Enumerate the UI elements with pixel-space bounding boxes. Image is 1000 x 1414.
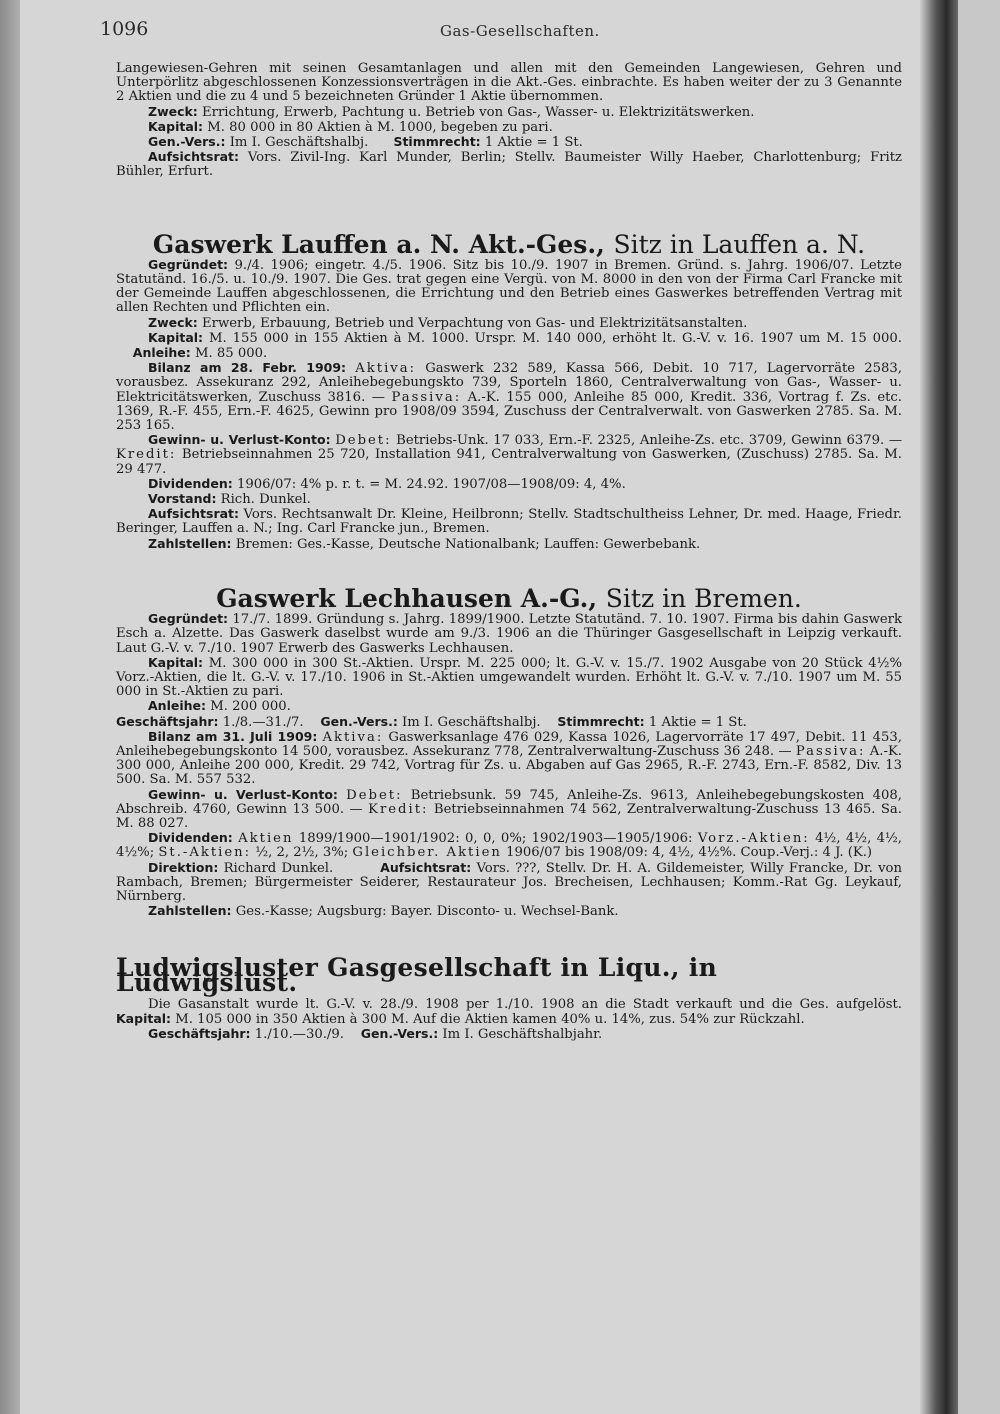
direktion-label: Direktion: — [148, 859, 219, 875]
stimmrecht-text: 1 Aktie = 1 St. — [648, 714, 747, 730]
passiva-label: Passiva: — [795, 743, 866, 759]
aufsichtsrat-label: Aufsichtsrat: — [380, 859, 472, 875]
aktiva-text: Gaswerksanlage 476 029, Kassa 1026, Lagervorräte 17 497, Debit. 11 453, Anleihebegebungskonto 14 500, vorausbez. Assekuranz 778, Zentralverwaltung-Zuschuss 36 248. — — [116, 729, 902, 759]
vorz-text: 4½, 4½, 4½, 4½%; — [116, 831, 903, 861]
bilanz-label: Bilanz am 31. Juli 1909: — [148, 728, 318, 744]
guv-label: Gewinn- u. Verlust-Konto: — [148, 786, 338, 802]
page-number: 1096 — [100, 18, 149, 40]
kapital-text: M. 300 000 in 300 St.-Aktien. Urspr. M. 225 000; lt. G.-V. v. 15./7. 1902 Ausgabe von 20 Stück 4½% Vorz.-Aktien, die lt. G.-V. v. 17./10. 1906 in St.-Aktien umgewandelt wurden. Erhöht lt. G.-V. v. 7./10. 1907 um M. 55 000 in St.-Aktien zu pari. — [116, 655, 902, 700]
aufsichtsrat — [116, 507, 902, 536]
vorstand-label: Vorstand: — [148, 491, 217, 507]
aufsichtsrat-label: Aufsichtsrat: — [148, 149, 240, 165]
vorz-label: Vorz.-Aktien: — [697, 831, 810, 847]
bilanz — [116, 730, 902, 788]
bilanz — [116, 361, 902, 433]
direktion-text: Richard Dunkel. — [223, 860, 334, 876]
kapital-text: M. 105 000 in 350 Aktien à 300 M. Auf die Aktien kamen 40% u. 14%, zus. 54% zur Rückzahl. — [175, 1011, 805, 1027]
intro-zweck — [116, 105, 902, 120]
aufsichtsrat-label: Aufsichtsrat: — [148, 506, 240, 522]
debet-text: Betriebs-Unk. 17 033, Ern.-F. 2325, Anleihe-Zs. etc. 3709, Gewinn 6379. — — [396, 433, 903, 449]
aufsichtsrat-text: Vors. Zivil-Ing. Karl Munder, Berlin; Stellv. Baumeister Willy Haeber, Charlottenburg; Fritz Bühler, Erfurt. — [116, 150, 902, 180]
company-name: Gaswerk Lauffen a. N. Akt.-Ges., — [152, 229, 605, 259]
zahlstellen — [116, 904, 902, 919]
passiva-text: A.-K. 300 000, Anleihe 200 000, Kredit. 29 742, Vortrag für Zs. u. Abgaben auf Gas 2965, R.-F. 2743, Ern.-F. 8582, Div. 13 500. Sa. M. 557 532. — [116, 743, 902, 788]
genvers-label: Gen.-Vers.: — [320, 713, 398, 729]
dividenden-label: Dividenden: — [148, 475, 233, 491]
vorstand-text: Rich. Dunkel. — [220, 492, 311, 508]
gegruendet — [116, 258, 902, 316]
zahlstellen-text: Bremen: Ges.-Kasse, Deutsche Nationalbank; Lauffen: Gewerbebank. — [235, 536, 701, 552]
zweck-text: Errichtung, Erwerb, Pachtung u. Betrieb von Gas-, Wasser- u. Elektrizitätswerken. — [202, 104, 755, 120]
entry-title — [116, 229, 902, 259]
aufsichtsrat-text: Vors. ???, Stellv. Dr. H. A. Gildemeister, Willy Francke, Dr. von Rambach, Bremen; Bürgermeister Seiderer, Restaurateur Jos. Brecheisen, Lechhausen; Komm.-Rat Gg. Leykauf, Nürnberg. — [116, 860, 902, 904]
debet-label: Debet: — [335, 433, 392, 449]
entry-gaswerk-lechhausen — [116, 583, 903, 920]
st-text: ½, 2, 2½, 3%; — [255, 845, 349, 861]
kredit-label: Kredit: — [116, 447, 177, 463]
dividenden — [116, 477, 902, 492]
kapital-text: M. 80 000 in 80 Aktien à M. 1000, begeben zu pari. — [207, 119, 553, 135]
stimmrecht-text: 1 Aktie = 1 St. — [484, 135, 583, 151]
stimmrecht-label: Stimmrecht: — [557, 713, 645, 729]
intro-continuation — [116, 62, 902, 180]
book-gutter — [920, 0, 958, 1414]
kredit-label: Kredit: — [368, 801, 429, 817]
aktiva-label: Aktiva: — [355, 361, 417, 377]
zahlstellen-label: Zahlstellen: — [148, 903, 232, 919]
zahlstellen-label: Zahlstellen: — [148, 535, 232, 551]
zweck-label: Zweck: — [148, 314, 198, 330]
anleihe-label: Anleihe: — [148, 698, 206, 714]
gegruendet — [116, 612, 902, 656]
dividenden-text: 1899/1900—1901/1902: 0, 0, 0%; 1902/1903—1905/1906: — [298, 831, 693, 847]
gleich-text: 1906/07 bis 1908/09: 4, 4½, 4½%. Coup.-Verj.: 4 J. (K.) — [506, 845, 873, 861]
entry-title — [116, 583, 902, 613]
page-header — [100, 18, 900, 44]
div-aktien-label: Aktien — [238, 831, 294, 847]
gegruendet-label: Gegründet: — [148, 256, 229, 272]
vorstand — [116, 492, 902, 507]
left-page-edge — [0, 0, 20, 1414]
passiva-label: Passiva: — [391, 389, 462, 405]
geschaeftsjahr — [116, 715, 902, 730]
intro-genvers — [116, 135, 902, 150]
company-seat: Sitz in Bremen. — [605, 583, 802, 613]
geschaeftsjahr — [116, 1027, 902, 1042]
kapital-label: Kapital: — [148, 654, 204, 670]
kapital-label: Kapital: — [148, 329, 204, 345]
genvers-text: Im I. Geschäftshalbjahr. — [442, 1027, 603, 1043]
entry-ludwigsluster — [116, 953, 902, 1043]
passiva-text: A.-K. 155 000, Anleihe 85 000, Kredit. 336, Vortrag f. Zs. etc. 1369, R.-F. 455, Ern.-F. 4625, Gewinn pro 1908/09 3594, Zuschuss der Centralverwalt. von Gaswerken 2785. Sa. M. 253 165. — [116, 389, 902, 434]
genvers-text: Im I. Geschäftshalbj. — [229, 135, 369, 151]
guv-label: Gewinn- u. Verlust-Konto: — [148, 432, 331, 448]
anleihe-label: Anleihe: — [132, 345, 191, 361]
gj-label: Geschäftsjahr: — [148, 1026, 251, 1042]
company-seat: Sitz in Lauffen a. N. — [613, 229, 866, 259]
gj-text: 1./8.—31./7. — [222, 714, 304, 730]
aktiva-text: Gaswerk 232 589, Kassa 566, Debit. 10 717, Lagervorräte 2583, vorausbez. Assekuranz 292, Anleihebegebungskto 739, Sporteln 1860, Centralverwaltung von Gas-, Wasser- u. Elektricitätswerken, Zuschuss 3816. — — [116, 361, 902, 405]
running-title: Gas-Gesellschaften. — [440, 22, 600, 40]
paragraph-text: Die Gasanstalt wurde lt. G.-V. v. 28./9. 1908 per 1./10. 1908 an die Stadt verkauft und die Ges. aufgelöst. — [148, 996, 902, 1012]
debet-text: Betriebsunk. 59 745, Anleihe-Zs. 9613, Anleihebegebungskosten 408, Abschreib. 4760, Gewinn 13 500. — — [116, 787, 902, 817]
page-content — [116, 62, 902, 1042]
gegruendet-text: 17./7. 1899. Gründung s. Jahrg. 1899/1900. Letzte Statutänd. 7. 10. 1907. Firma bis dahin Gaswerk Esch a. Alzette. Das Gaswerk daselbst wurde am 9./3. 1906 an die Thüringer Gasgesellschaft in Leipzig verkauft. Laut G.-V. v. 7./10. 1907 Erwerb des Gaswerks Lechhausen. — [116, 612, 902, 656]
debet-label: Debet: — [346, 787, 403, 803]
guv — [116, 788, 902, 832]
anleihe — [116, 699, 902, 714]
intro-aufsichtsrat — [116, 150, 902, 179]
genvers-label: Gen.-Vers.: — [148, 134, 226, 150]
stimmrecht-label: Stimmrecht: — [393, 134, 481, 150]
adjacent-page-edge — [958, 0, 1000, 1414]
anleihe-text: M. 85 000. — [194, 346, 268, 362]
gj-text: 1./10.—30./9. — [254, 1027, 344, 1043]
gj-label: Geschäftsjahr: — [116, 713, 219, 729]
kapital-label: Kapital: — [116, 1010, 172, 1026]
anleihe-text: M. 200 000. — [210, 699, 291, 715]
dividenden-label: Dividenden: — [148, 830, 233, 846]
gleich-label: Gleichber. Aktien — [352, 845, 502, 861]
kredit-text: Betriebseinnahmen 25 720, Installation 941, Centralverwaltung von Gaswerken, (Zuschuss) 2785. Sa. M. 29 477. — [116, 447, 902, 477]
kapital — [116, 331, 902, 361]
gegruendet-text: 9./4. 1906; eingetr. 4./5. 1906. Sitz bis 10./9. 1907 in Bremen. Gründ. s. Jahrg. 1906/07. Letzte Statutänd. 16./5. u. 10./9. 1907. Die Ges. trat gegen eine Vergü. von M. 8000 in den von der Firma Carl Francke mit der Gemeinde Lauffen abgeschlossenen, die Errichtung und den Betrieb eines Gaswerkes betreffenden Vertrag mit allen Rechten und Pflichten ein. — [116, 257, 902, 316]
entry-title: Ludwigsluster Gasgesellschaft in Liqu., in Ludwigslust. — [116, 953, 718, 997]
intro-paragraph: Langewiesen-Gehren mit seinen Gesamtanlagen und allen mit den Gemeinden Langewiesen, Gehren und Unterpörlitz abgeschlossenen Konzessionsverträgen in die Akt.-Ges. einbrachte. Es haben weiter der zu 3 Genannte 2 Aktien und die zu 4 und 5 bezeichneten Gründer 1 Aktie übernommen. — [116, 61, 902, 105]
kapital-label: Kapital: — [148, 118, 204, 134]
aktiva-label: Aktiva: — [322, 729, 384, 745]
genvers-text: Im I. Geschäftshalbj. — [402, 714, 541, 730]
kapital — [116, 656, 902, 700]
dividenden — [116, 831, 902, 860]
zweck-text: Erwerb, Erbauung, Betrieb und Verpachtung von Gas- und Elektrizitätsanstalten. — [202, 315, 748, 331]
zweck — [116, 316, 902, 331]
intro-kapital — [116, 120, 902, 135]
direktion — [116, 861, 902, 905]
dividenden-text: 1906/07: 4% p. r. t. = M. 24.92. 1907/08—1908/09: 4, 4%. — [236, 476, 626, 492]
zahlstellen-text: Ges.-Kasse; Augsburg: Bayer. Disconto- u. Wechsel-Bank. — [235, 904, 619, 920]
zahlstellen — [116, 537, 902, 552]
zweck-label: Zweck: — [148, 103, 198, 119]
aufsichtsrat-text: Vors. Rechtsanwalt Dr. Kleine, Heilbronn; Stellv. Stadtschultheiss Lehner, Dr. med. Haage, Friedr. Beringer, Lauffen a. N.; Ing. Carl Francke jun., Bremen. — [116, 507, 902, 537]
entry-gaswerk-lauffen — [116, 229, 903, 552]
kredit-text: Betriebseinnahmen 74 562, Zentralverwaltung-Zuschuss 13 465. Sa. M. 88 027. — [116, 801, 902, 831]
ludwigslust-paragraph — [116, 998, 902, 1027]
company-name: Gaswerk Lechhausen A.-G., — [216, 583, 598, 613]
bilanz-label: Bilanz am 28. Febr. 1909: — [148, 360, 347, 376]
guv — [116, 433, 902, 477]
kapital-text: M. 155 000 in 155 Aktien à M. 1000. Urspr. M. 140 000, erhöht lt. G.-V. v. 16. 1907 um M. 15 000. — [208, 330, 902, 346]
gegruendet-label: Gegründet: — [148, 611, 229, 627]
genvers-label: Gen.-Vers.: — [360, 1026, 439, 1042]
st-label: St.-Aktien: — [158, 845, 252, 861]
